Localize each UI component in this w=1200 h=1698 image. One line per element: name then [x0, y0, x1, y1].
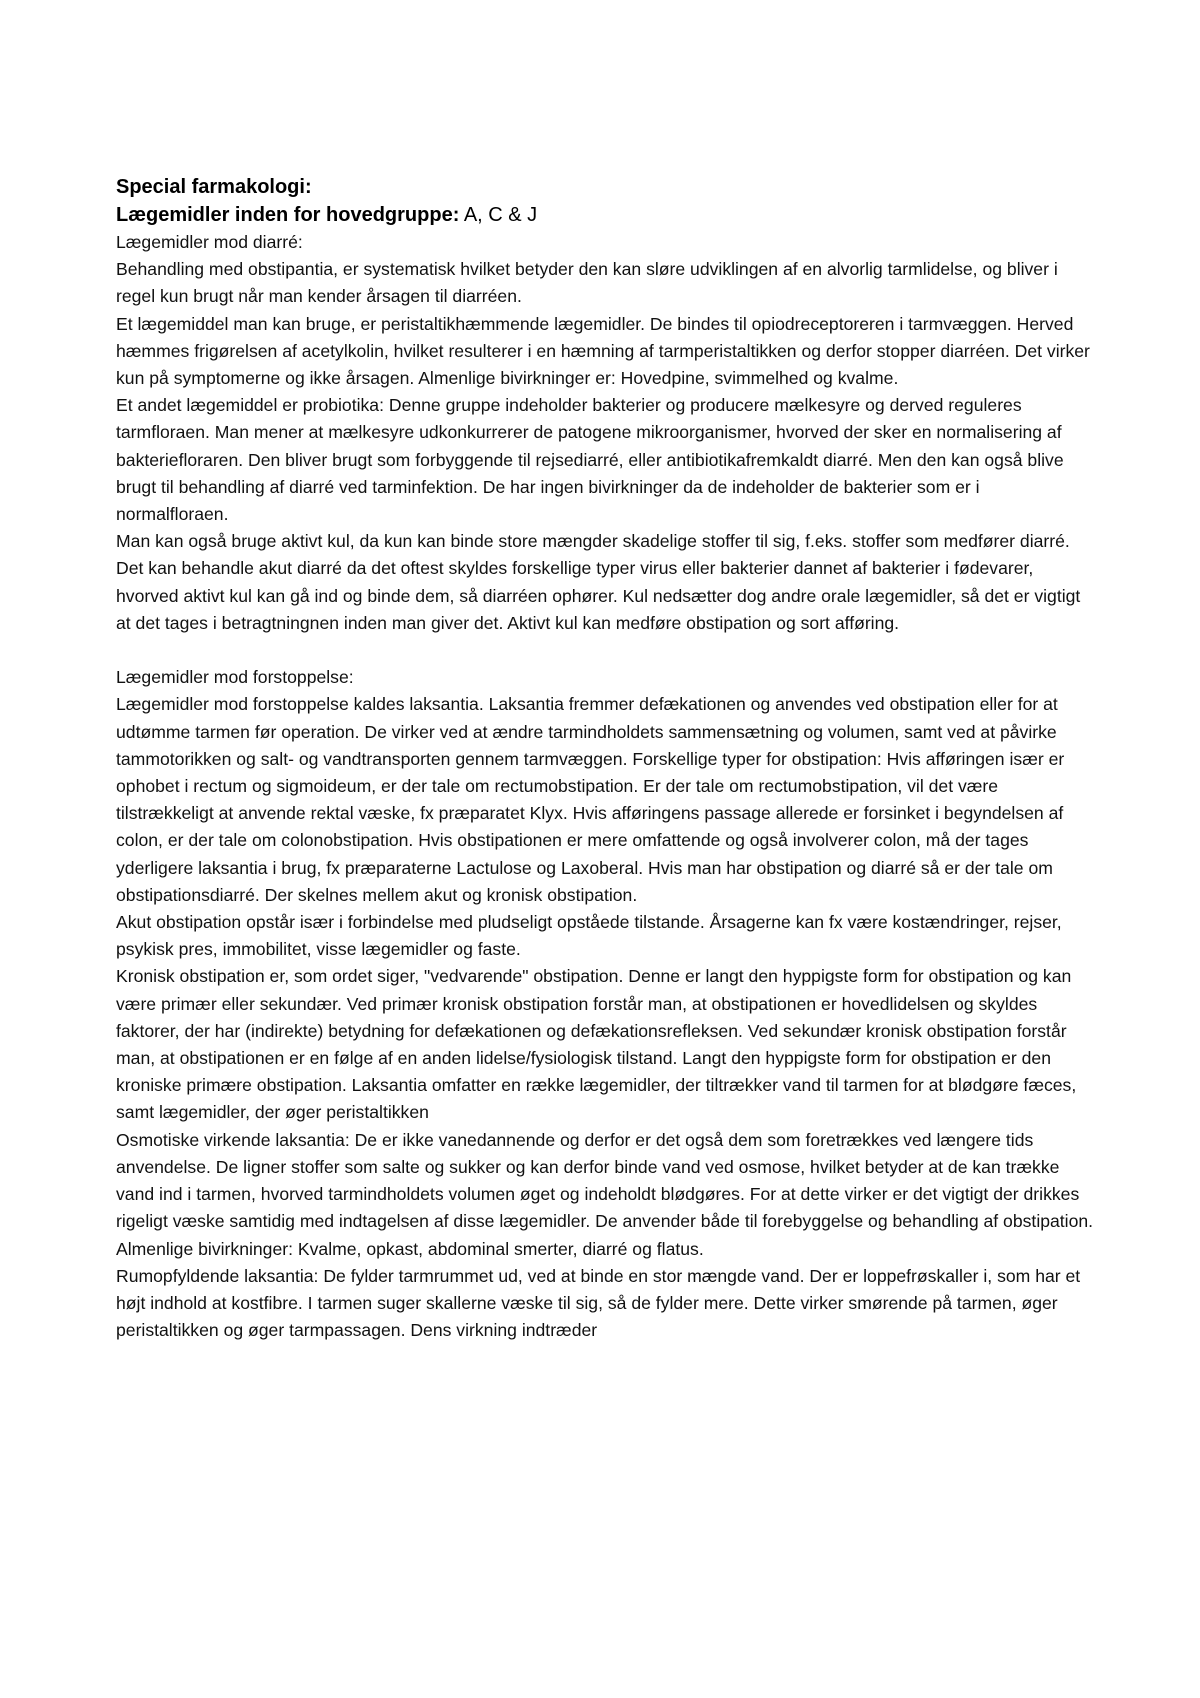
subtitle-rest: A, C & J: [459, 204, 538, 226]
section-spacer: [116, 637, 1096, 664]
document-body: [116, 173, 1096, 1344]
paragraph: Et andet lægemiddel er probiotika: Denne gruppe indeholder bakterier og producere mælkesyre og derved reguleres tarmfloraen. Man mener at mælkesyre udkonkurrerer de patogene mikroorganismer, hvorved der sker en normalisering af bakteriefloraren. Den bliver brugt som forbyggende til rejsediarré, eller antibiotikafremkaldt diarré. Men den kan også blive brugt til behandling af diarré ved tarminfektion. De har ingen bivirkninger da de indeholder de bakterier som er i normalfloraen.: [116, 395, 1064, 525]
paragraph: Rumopfyldende laksantia: De fylder tarmrummet ud, ved at binde en stor mængde vand. Der er loppefrøskaller i, som har et højt indhold at kostfibre. I tarmen suger skallerne væske til sig, så de fylder mere. Dette virker smørende på tarmen, øger peristaltikken og øger tarmpassagen. Dens virkning indtræder: [116, 1265, 1081, 1341]
document-title: [116, 173, 1096, 201]
paragraph: Osmotiske virkende laksantia: De er ikke vanedannende og derfor er det også dem som foretrækkes ved længere tids anvendelse. De ligner stoffer som salte og sukker og kan derfor binde vand ved osmose, hvilket betyder at de kan trække vand ind i tarmen, hvorved tarmindholdets volumen øget og indeholdt blødgøres. For at dette virker er det vigtigt der drikkes rigeligt væske samtidig med indtagelsen af disse lægemidler. De anvender både til forebyggelse og behandling af obstipation. Almenlige bivirkninger: Kvalme, opkast, abdominal smerter, diarré og flatus.: [116, 1129, 1094, 1259]
section-heading-constipation: Lægemidler mod forstoppelse:: [116, 667, 354, 688]
paragraph: Akut obstipation opstår især i forbindelse med pludseligt opståede tilstande. Årsagerne kan fx være kostændringer, rejser, psykisk pres, immobilitet, visse lægemidler og faste.: [116, 912, 1062, 960]
subtitle-bold: Lægemidler inden for hovedgruppe:: [116, 204, 460, 226]
paragraph: Lægemidler mod forstoppelse kaldes laksantia. Laksantia fremmer defækationen og anvendes ved obstipation eller for at udtømme tarmen før operation. De virker ved at ændre tarmindholdets sammensætning og volumen, samt ved at påvirke tammotorikken og salt- og vandtransporten gennem tarmvæggen. Forskellige typer for obstipation: Hvis afføringen især er ophobet i rectum og sigmoideum, er der tale om rectumobstipation. Er der tale om rectumobstipation, vil det være tilstrækkeligt at anvende rektal væske, fx præparatet Klyx. Hvis afføringens passage allerede er forsinket i begyndelsen af colon, er der tale om colonobstipation. Hvis obstipationen er mere omfattende og også involverer colon, må der tages yderligere laksantia i brug, fx præparaterne Lactulose og Laxoberal. Hvis man har obstipation og diarré så er der tale om obstipationsdiarré. Der skelnes mellem akut og kronisk obstipation.: [116, 694, 1065, 905]
paragraph: Et lægemiddel man kan bruge, er peristaltikhæmmende lægemidler. De bindes til opiodreceptoreren i tarmvæggen. Herved hæmmes frigørelsen af acetylkolin, hvilket resulterer i en hæmning af tarmperistaltikken og derfor stopper diarréen. Det virker kun på symptomerne og ikke årsagen. Almenlige bivirkninger er: Hovedpine, svimmelhed og kvalme.: [116, 313, 1090, 389]
paragraph: Kronisk obstipation er, som ordet siger, "vedvarende" obstipation. Denne er langt den hyppigste form for obstipation og kan være primær eller sekundær. Ved primær kronisk obstipation forstår man, at obstipationen er hovedlidelsen og skyldes faktorer, der har (indirekte) betydning for defækationen og defækationsrefleksen. Ved sekundær kronisk obstipation forstår man, at obstipationen er en følge af en anden lidelse/fysiologisk tilstand. Langt den hyppigste form for obstipation er den kroniske primære obstipation. Laksantia omfatter en række lægemidler, der tiltrækker vand til tarmen for at blødgøre fæces, samt lægemidler, der øger peristaltikken: [116, 966, 1077, 1123]
document-subtitle: [116, 201, 1096, 229]
paragraph: Behandling med obstipantia, er systematisk hvilket betyder den kan sløre udviklingen af en alvorlig tarmlidelse, og bliver i regel kun brugt når man kender årsagen til diarréen.: [116, 259, 1058, 307]
section-heading-diarrhea: Lægemidler mod diarré:: [116, 232, 303, 252]
title-line-1: Special farmakologi:: [116, 176, 312, 198]
paragraph: Man kan også bruge aktivt kul, da kun kan binde store mængder skadelige stoffer til sig, f.eks. stoffer som medfører diarré. Det kan behandle akut diarré da det oftest skyldes forskellige typer virus eller bakterier dannet af bakterier i fødevarer, hvorved aktivt kul kan gå ind og binde dem, så diarréen ophører. Kul nedsætter dog andre orale lægemidler, så det er vigtigt at det tages i betragtningnen inden man giver det. Aktivt kul kan medføre obstipation og sort afføring.: [116, 531, 1081, 633]
